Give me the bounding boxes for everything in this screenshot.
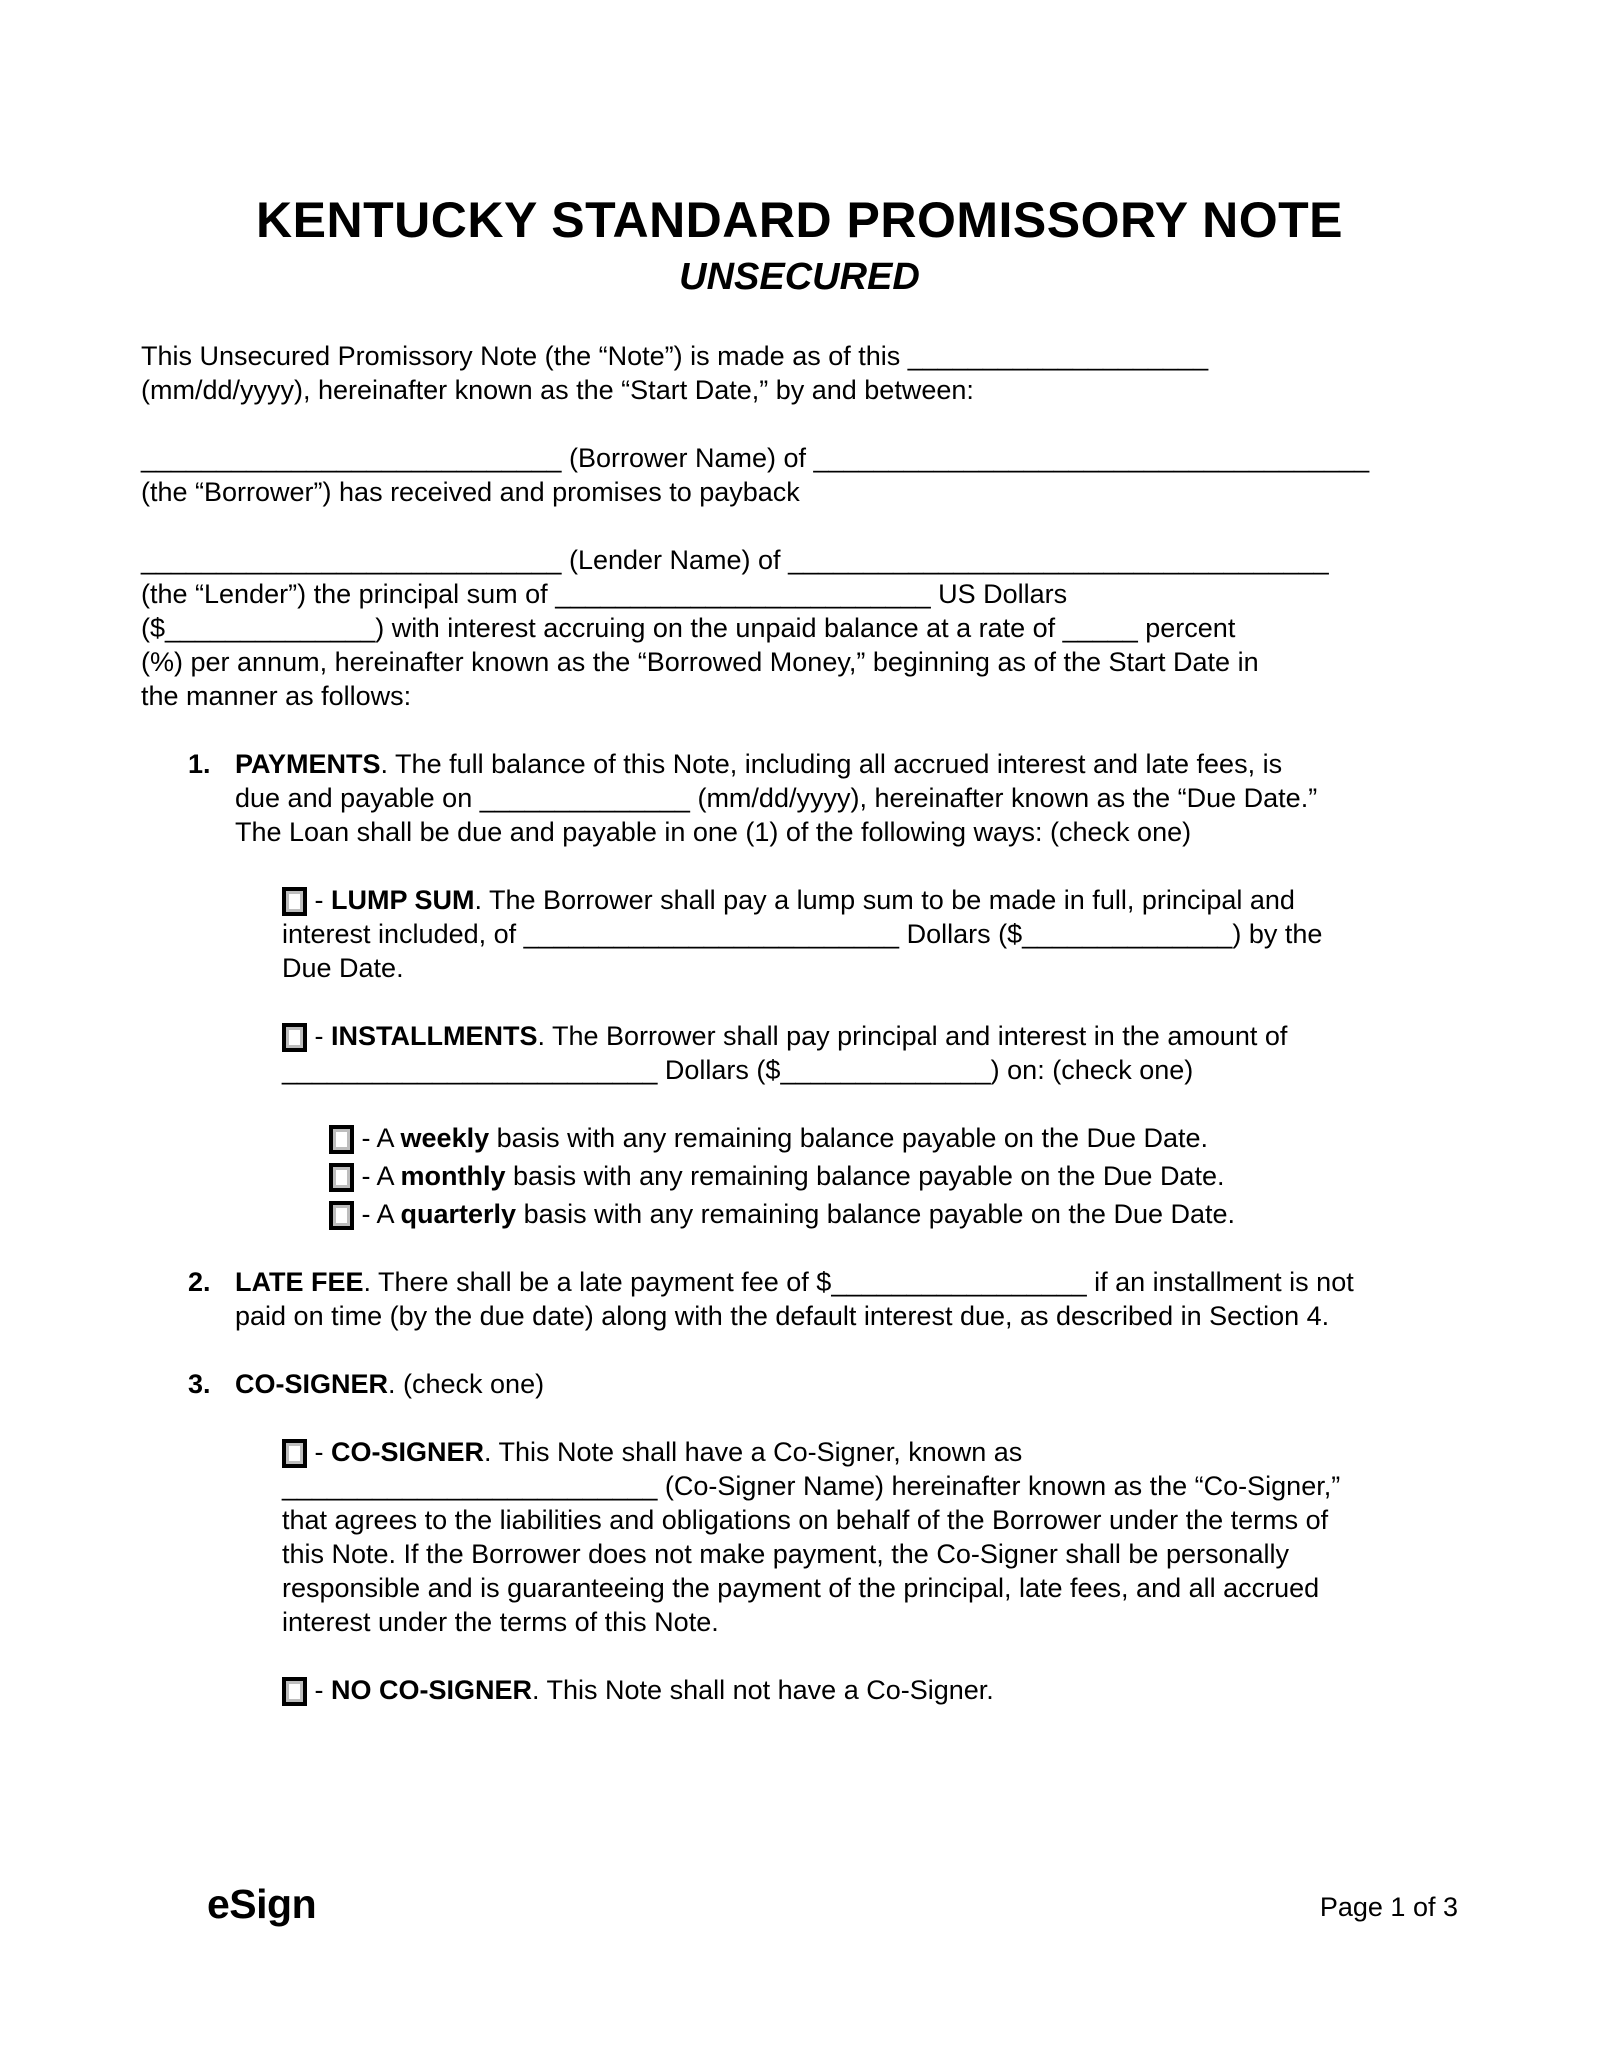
page-footer: [0, 1881, 1599, 1934]
text-segment: (the “Borrower”) has received and promises to payback: [141, 477, 800, 508]
text-segment: Dollars ($: [657, 1055, 781, 1086]
text-segment: NO CO-SIGNER: [331, 1675, 533, 1706]
text-segment: . The full balance of this Note, including all accrued interest and late fees, is: [380, 749, 1283, 780]
blank-field[interactable]: _____: [1062, 613, 1138, 644]
text-segment: (the “Lender”) the principal sum of: [141, 579, 556, 610]
text-segment: basis with any remaining balance payable on the Due Date.: [489, 1123, 1209, 1154]
text-segment: Dollars ($: [899, 919, 1023, 950]
text-line: [141, 645, 1458, 679]
text-line: [141, 339, 1458, 373]
text-segment: quarterly: [400, 1199, 517, 1230]
blank-field[interactable]: _________________________: [282, 1055, 658, 1086]
text-segment: -: [307, 1021, 331, 1052]
text-line: [282, 1053, 1458, 1087]
blank-field[interactable]: ____________________________________: [788, 545, 1329, 576]
text-line: [235, 1367, 1458, 1401]
text-line: [141, 373, 1458, 407]
text-segment: (Co-Signer Name) hereinafter known as the “Co-Signer,”: [657, 1471, 1341, 1502]
text-segment: ($: [141, 613, 166, 644]
text-segment: -: [307, 885, 331, 916]
text-segment: percent: [1137, 613, 1236, 644]
text-line: [141, 475, 1458, 509]
checkbox-item-weekly: [329, 1121, 1458, 1155]
blank-field[interactable]: ______________: [780, 1055, 991, 1086]
text-line: [235, 1265, 1458, 1299]
text-segment: interest included, of: [282, 919, 524, 950]
checkbox-item-quarterly: [329, 1197, 1458, 1231]
checkbox-item-lump-sum: [282, 883, 1458, 985]
text-segment: (Lender Name) of: [561, 545, 789, 576]
checkbox-icon[interactable]: [282, 1023, 307, 1052]
text-line: [235, 781, 1458, 815]
checkbox-icon[interactable]: [282, 887, 307, 916]
paragraph: [141, 441, 1458, 509]
text-segment: due and payable on: [235, 783, 480, 814]
text-line: [282, 1503, 1458, 1537]
text-line: [141, 441, 1458, 475]
text-line: [282, 1469, 1458, 1503]
text-segment: . There shall be a late payment fee of $: [363, 1267, 832, 1298]
text-segment: - A: [354, 1123, 401, 1154]
text-segment: basis with any remaining balance payable on the Due Date.: [505, 1161, 1225, 1192]
text-segment: -: [307, 1437, 331, 1468]
text-segment: . The Borrower shall pay a lump sum to be made in full, principal and: [474, 885, 1295, 916]
text-segment: the manner as follows:: [141, 681, 412, 712]
text-segment: US Dollars: [930, 579, 1068, 610]
section-number: 3.: [188, 1369, 211, 1400]
text-segment: weekly: [400, 1123, 490, 1154]
text-line: [141, 679, 1458, 713]
checkbox-icon[interactable]: [282, 1677, 307, 1706]
blank-field[interactable]: _________________________: [523, 919, 900, 950]
text-line: [329, 1159, 1458, 1193]
blank-field[interactable]: _____________________________________: [813, 443, 1370, 474]
text-line: [282, 883, 1458, 917]
text-segment: (Borrower Name) of: [561, 443, 814, 474]
blank-field[interactable]: _________________________: [282, 1471, 658, 1502]
text-line: [282, 1537, 1458, 1571]
paragraph: [141, 543, 1458, 713]
text-segment: LATE FEE: [235, 1267, 364, 1298]
text-segment: - A: [354, 1161, 401, 1192]
text-line: [235, 747, 1458, 781]
text-segment: - A: [354, 1199, 401, 1230]
text-line: [282, 1673, 1458, 1707]
text-segment: ) by the: [1232, 919, 1323, 950]
text-segment: The Loan shall be due and payable in one (1) of the following ways: (check one): [235, 817, 1192, 848]
section-number: 2.: [188, 1267, 211, 1298]
text-segment: (%) per annum, hereinafter known as the “Borrowed Money,” beginning as of the Start Date in: [141, 647, 1259, 678]
checkbox-icon[interactable]: [282, 1439, 307, 1468]
checkbox-icon[interactable]: [329, 1201, 354, 1230]
section-1-payments: [141, 747, 1458, 849]
text-line: [235, 815, 1458, 849]
text-line: [282, 917, 1458, 951]
document-subtitle: UNSECURED: [679, 255, 920, 298]
paragraph: [141, 339, 1458, 407]
text-segment: paid on time (by the due date) along with the default interest due, as described in Section 4.: [235, 1301, 1330, 1332]
blank-field[interactable]: ____________________: [907, 341, 1209, 372]
checkbox-item-co-signer: [282, 1435, 1458, 1639]
text-line: [141, 577, 1458, 611]
text-segment: responsible and is guaranteeing the payment of the principal, late fees, and all accrued: [282, 1573, 1320, 1604]
text-line: [282, 951, 1458, 985]
text-segment: if an installment is not: [1086, 1267, 1354, 1298]
text-segment: that agrees to the liabilities and obligations on behalf of the Borrower under the terms of: [282, 1505, 1329, 1536]
text-line: [282, 1019, 1458, 1053]
page-number-label: Page 1 of 3: [1319, 1892, 1458, 1922]
text-line: [329, 1197, 1458, 1231]
text-segment: Due Date.: [282, 953, 404, 984]
checkbox-icon[interactable]: [329, 1163, 354, 1192]
blank-field[interactable]: _________________: [831, 1267, 1087, 1298]
text-line: [282, 1435, 1458, 1469]
blank-field[interactable]: _________________________: [555, 579, 931, 610]
text-segment: ) on: (check one): [990, 1055, 1194, 1086]
checkbox-item-monthly: [329, 1159, 1458, 1193]
blank-field[interactable]: ______________: [165, 613, 376, 644]
text-segment: interest under the terms of this Note.: [282, 1607, 719, 1638]
text-segment: . The Borrower shall pay principal and interest in the amount of: [537, 1021, 1288, 1052]
text-segment: monthly: [400, 1161, 506, 1192]
blank-field[interactable]: ______________: [479, 783, 690, 814]
text-segment: . (check one): [388, 1369, 545, 1400]
text-segment: . This Note shall not have a Co-Signer.: [532, 1675, 994, 1706]
section-2-late-fee: [141, 1265, 1458, 1333]
text-line: [282, 1571, 1458, 1605]
document-body: [141, 339, 1458, 1707]
text-line: [141, 611, 1458, 645]
text-segment: CO-SIGNER: [235, 1369, 389, 1400]
checkbox-item-no-co-signer: [282, 1673, 1458, 1707]
blank-field[interactable]: ____________________________: [141, 443, 562, 474]
checkbox-item-installments: [282, 1019, 1458, 1087]
text-segment: . This Note shall have a Co-Signer, known as: [484, 1437, 1023, 1468]
blank-field[interactable]: ______________: [1022, 919, 1233, 950]
text-segment: (mm/dd/yyyy), hereinafter known as the “Start Date,” by and between:: [141, 375, 974, 406]
text-segment: ) with interest accruing on the unpaid balance at a rate of: [375, 613, 1063, 644]
text-segment: (mm/dd/yyyy), hereinafter known as the “Due Date.”: [689, 783, 1318, 814]
text-segment: LUMP SUM: [331, 885, 475, 916]
checkbox-icon[interactable]: [329, 1125, 354, 1154]
text-segment: PAYMENTS: [235, 749, 381, 780]
section-number: 1.: [188, 749, 211, 780]
esign-logo: eSign: [207, 1881, 317, 1927]
text-segment: This Unsecured Promissory Note (the “Note”) is made as of this: [141, 341, 908, 372]
document-title: KENTUCKY STANDARD PROMISSORY NOTE: [256, 192, 1343, 248]
section-3-co-signer: [141, 1367, 1458, 1401]
text-segment: INSTALLMENTS: [331, 1021, 538, 1052]
text-line: [329, 1121, 1458, 1155]
text-line: [141, 543, 1458, 577]
blank-field[interactable]: ____________________________: [141, 545, 562, 576]
text-segment: this Note. If the Borrower does not make payment, the Co-Signer shall be personally: [282, 1539, 1290, 1570]
text-line: [282, 1605, 1458, 1639]
text-segment: CO-SIGNER: [331, 1437, 485, 1468]
text-line: [235, 1299, 1458, 1333]
text-segment: -: [307, 1675, 331, 1706]
text-segment: basis with any remaining balance payable on the Due Date.: [516, 1199, 1236, 1230]
